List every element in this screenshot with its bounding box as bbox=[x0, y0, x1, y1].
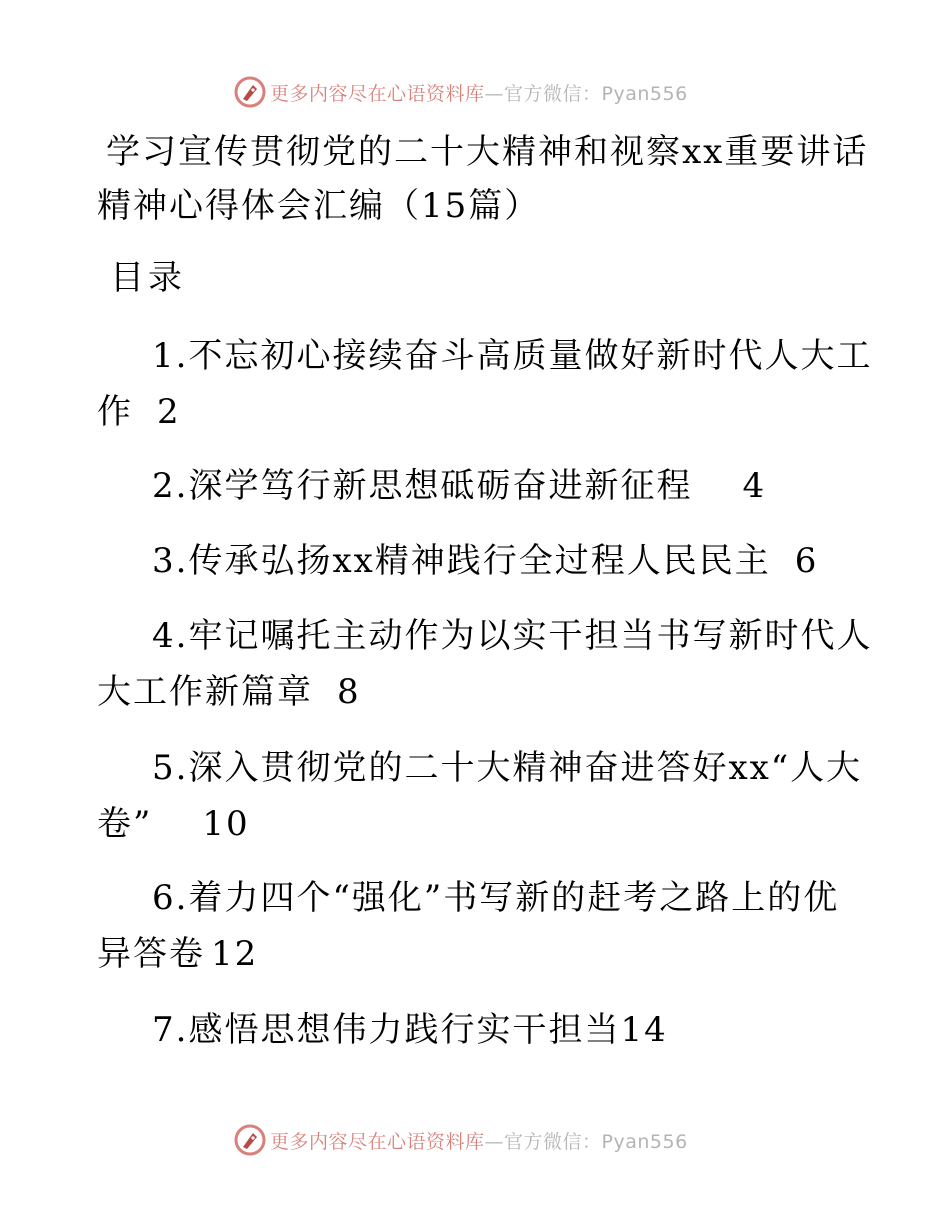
toc-item-2 bbox=[152, 460, 766, 512]
toc-item-1-text: 作 bbox=[97, 392, 133, 432]
toc-item-1-page: 2 bbox=[157, 392, 181, 432]
banner-wechat: 官方微信：Pyan556 bbox=[504, 82, 688, 105]
toc-item-3 bbox=[152, 535, 818, 587]
toc-item-6-line-1: 6.着力四个“强化”书写新的赶考之路上的优 bbox=[152, 878, 840, 918]
toc-item-6-page: 12 bbox=[211, 934, 259, 974]
document-title-line-1: 学习宣传贯彻党的二十大精神和视察xx重要讲话 bbox=[106, 132, 869, 172]
toc-item-4-text: 大工作新篇章 bbox=[97, 672, 313, 712]
toc-item-4-line-2 bbox=[97, 666, 361, 718]
toc-item-3-text: 3.传承弘扬xx精神践行全过程人民民主 bbox=[152, 541, 771, 581]
toc-item-1-line-1: 1.不忘初心接续奋斗高质量做好新时代人大工 bbox=[152, 336, 873, 376]
pen-nib-logo-icon bbox=[234, 1124, 266, 1156]
toc-item-7-text: 7.感悟思想伟力践行实干担当 bbox=[152, 1010, 621, 1050]
toc-item-5-line-2 bbox=[97, 798, 250, 850]
toc-item-1-line-2 bbox=[97, 386, 181, 438]
toc-item-2-page: 4 bbox=[742, 466, 767, 506]
toc-item-2-text: 2.深学笃行新思想砥砺奋进新征程 bbox=[152, 466, 693, 506]
banner-separator: — bbox=[484, 82, 505, 105]
toc-item-5-text: 卷” bbox=[97, 804, 153, 844]
toc-item-6-text: 异答卷 bbox=[97, 934, 205, 974]
toc-item-6-line-2 bbox=[97, 928, 258, 980]
footer-banner bbox=[0, 1120, 950, 1160]
toc-item-7-page: 14 bbox=[620, 1010, 668, 1050]
toc-item-4-line-1: 4.牢记嘱托主动作为以实干担当书写新时代人 bbox=[152, 616, 873, 656]
toc-heading: 目录 bbox=[110, 258, 186, 298]
footer-banner-separator: — bbox=[484, 1130, 505, 1153]
toc-item-3-page: 6 bbox=[794, 541, 819, 581]
toc-item-5-line-1: 5.深入贯彻党的二十大精神奋进答好xx“人大 bbox=[152, 748, 863, 788]
footer-banner-text: 更多内容尽在心语资料库 bbox=[270, 1130, 485, 1153]
banner-text: 更多内容尽在心语资料库 bbox=[270, 82, 485, 105]
toc-item-4-page: 8 bbox=[337, 672, 361, 712]
document-title-line-2: 精神心得体会汇编（15篇） bbox=[97, 186, 541, 226]
footer-banner-wechat: 官方微信：Pyan556 bbox=[504, 1130, 688, 1153]
toc-item-5-page: 10 bbox=[202, 804, 250, 844]
toc-item-7 bbox=[152, 1004, 668, 1056]
pen-nib-logo-icon bbox=[234, 76, 266, 108]
header-banner bbox=[0, 72, 950, 112]
